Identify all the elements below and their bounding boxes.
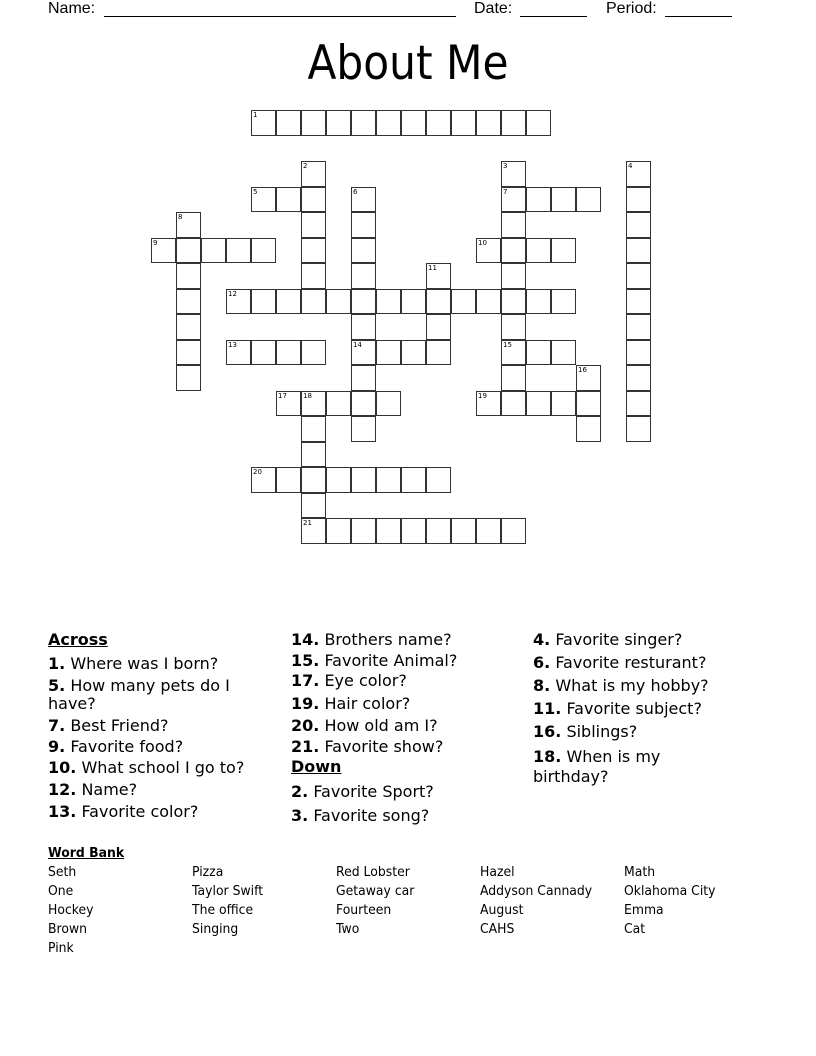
clue-text: How many pets do I xyxy=(70,676,230,695)
crossword-cell[interactable] xyxy=(301,161,326,187)
crossword-cell[interactable] xyxy=(351,518,376,544)
crossword-cell[interactable] xyxy=(351,416,376,442)
crossword-cell[interactable] xyxy=(501,289,526,315)
clue-item xyxy=(533,630,682,650)
clue-item xyxy=(291,671,407,691)
clue-item xyxy=(48,737,183,757)
clue-text: What is my hobby? xyxy=(555,676,709,695)
crossword-cell[interactable] xyxy=(526,238,551,264)
crossword-cell[interactable] xyxy=(451,110,476,136)
word-bank-item: Brown xyxy=(48,921,87,937)
crossword-cell[interactable] xyxy=(476,238,501,264)
word-bank-item: The office xyxy=(192,902,254,918)
crossword-cell[interactable] xyxy=(326,518,351,544)
word-bank-item: Oklahoma City xyxy=(624,883,716,899)
clue-number: 7 xyxy=(503,187,508,196)
clue-number: 20 xyxy=(253,468,262,476)
clue-number: 2. xyxy=(291,782,309,801)
crossword-cell[interactable] xyxy=(576,416,601,442)
crossword-cell[interactable] xyxy=(251,238,276,264)
crossword-cell[interactable] xyxy=(301,391,326,417)
clue-number: 18 xyxy=(303,391,312,400)
clue-number: 13 xyxy=(228,340,237,349)
crossword-cell[interactable] xyxy=(326,289,351,315)
crossword-cell[interactable] xyxy=(626,340,651,366)
crossword-cell[interactable] xyxy=(451,518,476,544)
period-field[interactable] xyxy=(665,16,732,17)
clue-text: Best Friend? xyxy=(70,716,169,735)
word-bank-item: Fourteen xyxy=(336,902,392,918)
clue-number: 3. xyxy=(291,806,309,825)
word-bank-item: Getaway car xyxy=(336,883,415,899)
crossword-cell[interactable] xyxy=(526,391,551,417)
crossword-cell[interactable] xyxy=(351,212,376,238)
crossword-cell[interactable] xyxy=(176,340,201,366)
clue-number: 12. xyxy=(48,780,77,799)
clue-number: 14 xyxy=(353,340,362,349)
clue-number: 3 xyxy=(503,162,508,170)
word-bank-item: Emma xyxy=(624,902,664,918)
crossword-cell[interactable] xyxy=(551,238,576,264)
crossword-cell[interactable] xyxy=(501,161,526,187)
crossword-cell[interactable] xyxy=(301,467,326,493)
crossword-cell[interactable] xyxy=(301,340,326,366)
clue-item xyxy=(48,676,230,696)
word-bank-item: Cat xyxy=(624,921,646,937)
period-label: Period: xyxy=(606,0,657,17)
clue-number: 4. xyxy=(533,630,551,649)
crossword-cell[interactable] xyxy=(176,314,201,340)
crossword-cell[interactable] xyxy=(626,263,651,289)
name-field[interactable] xyxy=(104,16,456,17)
clue-text: Where was I born? xyxy=(70,654,219,673)
clue-item xyxy=(48,694,96,714)
clue-number: 8. xyxy=(533,676,551,695)
crossword-cell[interactable] xyxy=(376,391,401,417)
crossword-cell[interactable] xyxy=(501,365,526,391)
clue-number: 6 xyxy=(353,187,358,196)
crossword-cell[interactable] xyxy=(176,365,201,391)
crossword-cell[interactable] xyxy=(351,263,376,289)
clue-text: When is my xyxy=(566,747,661,766)
crossword-cell[interactable] xyxy=(501,518,526,544)
clue-number: 13. xyxy=(48,802,77,821)
crossword-cell[interactable] xyxy=(501,212,526,238)
crossword-cell[interactable] xyxy=(626,212,651,238)
crossword-cell[interactable] xyxy=(426,110,451,136)
crossword-cell[interactable] xyxy=(176,289,201,315)
clue-text: Hair color? xyxy=(324,694,411,713)
clue-item xyxy=(48,802,198,822)
crossword-cell[interactable] xyxy=(626,161,651,187)
crossword-cell[interactable] xyxy=(251,467,276,493)
crossword-cell[interactable] xyxy=(376,518,401,544)
clue-number: 1 xyxy=(253,111,258,119)
clue-item xyxy=(533,747,660,767)
crossword-cell[interactable] xyxy=(251,187,276,213)
crossword-cell[interactable] xyxy=(501,110,526,136)
clue-item xyxy=(291,694,410,714)
crossword-cell[interactable] xyxy=(376,467,401,493)
clue-text: Favorite singer? xyxy=(555,630,683,649)
clue-number: 19 xyxy=(478,391,487,400)
word-bank-item: Pizza xyxy=(192,864,224,880)
clue-item xyxy=(48,758,244,778)
crossword-cell[interactable] xyxy=(351,467,376,493)
crossword-cell[interactable] xyxy=(626,365,651,391)
crossword-cell[interactable] xyxy=(501,238,526,264)
clue-text: Favorite color? xyxy=(81,802,199,821)
crossword-cell[interactable] xyxy=(501,314,526,340)
clue-number: 17. xyxy=(291,671,320,690)
crossword-cell[interactable] xyxy=(626,416,651,442)
crossword-cell[interactable] xyxy=(351,365,376,391)
crossword-cell[interactable] xyxy=(501,340,526,366)
clue-number: 1. xyxy=(48,654,66,673)
clue-number: 2 xyxy=(303,162,308,170)
crossword-cell[interactable] xyxy=(426,340,451,366)
crossword-cell[interactable] xyxy=(426,467,451,493)
clue-item xyxy=(48,654,218,674)
crossword-cell[interactable] xyxy=(201,238,226,264)
word-bank-item: Addyson Cannady xyxy=(480,883,593,899)
crossword-cell[interactable] xyxy=(426,289,451,315)
clue-number: 15 xyxy=(503,340,512,349)
clue-item xyxy=(291,630,452,650)
clue-number: 9 xyxy=(153,238,158,247)
clue-text: Brothers name? xyxy=(324,630,452,649)
clue-text: Favorite resturant? xyxy=(555,653,707,672)
clue-item xyxy=(48,780,137,800)
clue-text: Eye color? xyxy=(324,671,407,690)
crossword-cell[interactable] xyxy=(476,518,501,544)
crossword-cell[interactable] xyxy=(276,110,301,136)
clue-text: have? xyxy=(48,694,96,713)
crossword-cell[interactable] xyxy=(301,518,326,544)
clue-item xyxy=(533,699,702,719)
clue-item xyxy=(48,716,169,736)
crossword-cell[interactable] xyxy=(401,340,426,366)
clue-text: Name? xyxy=(81,780,138,799)
clue-item xyxy=(291,737,443,757)
crossword-cell[interactable] xyxy=(351,391,376,417)
crossword-cell[interactable] xyxy=(351,187,376,213)
crossword-cell[interactable] xyxy=(376,289,401,315)
crossword-cell[interactable] xyxy=(301,289,326,315)
crossword-cell[interactable] xyxy=(476,289,501,315)
crossword-cell[interactable] xyxy=(551,187,576,213)
crossword-cell[interactable] xyxy=(351,340,376,366)
clue-text: Favorite show? xyxy=(324,737,444,756)
crossword-cell[interactable] xyxy=(251,110,276,136)
clue-text: Favorite song? xyxy=(313,806,430,825)
clue-text: Siblings? xyxy=(566,722,638,741)
word-bank-item: Hockey xyxy=(48,902,94,918)
crossword-cell[interactable] xyxy=(526,187,551,213)
crossword-cell[interactable] xyxy=(326,391,351,417)
crossword-cell[interactable] xyxy=(301,442,326,468)
crossword-cell[interactable] xyxy=(301,416,326,442)
crossword-cell[interactable] xyxy=(401,110,426,136)
crossword-cell[interactable] xyxy=(526,340,551,366)
clue-number: 16 xyxy=(578,366,587,374)
crossword-cell[interactable] xyxy=(426,314,451,340)
clue-number: 14. xyxy=(291,630,320,649)
crossword-cell[interactable] xyxy=(301,263,326,289)
crossword-cell[interactable] xyxy=(426,518,451,544)
crossword-cell[interactable] xyxy=(401,467,426,493)
word-bank-heading: Word Bank xyxy=(48,845,125,861)
crossword-cell[interactable] xyxy=(151,238,176,264)
clue-item xyxy=(291,806,429,826)
clue-number: 21 xyxy=(303,519,312,527)
crossword-cell[interactable] xyxy=(626,314,651,340)
clue-text: Favorite food? xyxy=(70,737,184,756)
crossword-cell[interactable] xyxy=(401,518,426,544)
crossword-cell[interactable] xyxy=(376,340,401,366)
crossword-cell[interactable] xyxy=(276,467,301,493)
crossword-cell[interactable] xyxy=(301,493,326,519)
name-label: Name: xyxy=(48,0,96,17)
date-field[interactable] xyxy=(520,16,587,17)
crossword-cell[interactable] xyxy=(576,365,601,391)
crossword-cell[interactable] xyxy=(476,110,501,136)
crossword-cell[interactable] xyxy=(576,391,601,417)
clue-text: What school I go to? xyxy=(81,758,245,777)
clue-number: 10. xyxy=(48,758,77,777)
word-bank-item: Math xyxy=(624,864,656,880)
clue-item xyxy=(533,676,709,696)
crossword-cell[interactable] xyxy=(301,110,326,136)
crossword-cell[interactable] xyxy=(251,289,276,315)
word-bank-item: Hazel xyxy=(480,864,515,880)
clue-number: 11 xyxy=(428,264,437,272)
crossword-cell[interactable] xyxy=(176,263,201,289)
word-bank-item: Singing xyxy=(192,921,239,937)
clue-item xyxy=(291,651,457,671)
clue-heading: Across xyxy=(48,630,108,649)
clue-heading: Down xyxy=(291,757,342,776)
crossword-cell[interactable] xyxy=(226,289,251,315)
clue-number: 16. xyxy=(533,722,562,741)
clue-text: Favorite Sport? xyxy=(313,782,434,801)
crossword-cell[interactable] xyxy=(251,340,276,366)
clue-number: 19. xyxy=(291,694,320,713)
clue-text: Favorite Animal? xyxy=(324,651,458,670)
clue-number: 17 xyxy=(278,391,287,400)
crossword-cell[interactable] xyxy=(551,340,576,366)
clue-number: 11. xyxy=(533,699,562,718)
word-bank-item: Pink xyxy=(48,940,74,956)
clue-text: birthday? xyxy=(533,767,609,786)
clue-number: 5 xyxy=(253,187,258,196)
clue-number: 4 xyxy=(628,162,633,170)
word-bank-item: Seth xyxy=(48,864,77,880)
clue-number: 12 xyxy=(228,289,237,298)
crossword-cell[interactable] xyxy=(401,289,426,315)
crossword-cell[interactable] xyxy=(351,238,376,264)
crossword-cell[interactable] xyxy=(376,110,401,136)
clue-number: 8 xyxy=(178,213,183,221)
crossword-cell[interactable] xyxy=(501,187,526,213)
crossword-cell[interactable] xyxy=(326,110,351,136)
crossword-cell[interactable] xyxy=(526,110,551,136)
crossword-cell[interactable] xyxy=(226,340,251,366)
crossword-cell[interactable] xyxy=(276,391,301,417)
clue-number: 18. xyxy=(533,747,562,766)
crossword-cell[interactable] xyxy=(176,212,201,238)
crossword-cell[interactable] xyxy=(476,391,501,417)
word-bank-item: August xyxy=(480,902,524,918)
date-label: Date: xyxy=(474,0,513,17)
clue-number: 15. xyxy=(291,651,320,670)
crossword-cell[interactable] xyxy=(626,187,651,213)
word-bank-item: CAHS xyxy=(480,921,515,937)
crossword-cell[interactable] xyxy=(276,340,301,366)
clue-item xyxy=(533,767,609,787)
crossword-cell[interactable] xyxy=(351,314,376,340)
crossword-cell[interactable] xyxy=(426,263,451,289)
page-title: About Me xyxy=(307,36,509,91)
crossword-cell[interactable] xyxy=(501,263,526,289)
crossword-cell[interactable] xyxy=(551,391,576,417)
crossword-cell[interactable] xyxy=(576,187,601,213)
crossword-cell[interactable] xyxy=(276,289,301,315)
clue-number: 7. xyxy=(48,716,66,735)
clue-number: 9. xyxy=(48,737,66,756)
word-bank-item: One xyxy=(48,883,74,899)
crossword-cell[interactable] xyxy=(501,391,526,417)
word-bank-item: Two xyxy=(336,921,360,937)
crossword-cell[interactable] xyxy=(301,212,326,238)
clue-text: Favorite subject? xyxy=(566,699,702,718)
crossword-cell[interactable] xyxy=(326,467,351,493)
clue-item xyxy=(533,653,706,673)
crossword-cell[interactable] xyxy=(526,289,551,315)
word-bank-item: Taylor Swift xyxy=(192,883,264,899)
crossword-cell[interactable] xyxy=(626,391,651,417)
word-bank-item: Red Lobster xyxy=(336,864,410,880)
crossword-cell[interactable] xyxy=(451,289,476,315)
crossword-cell[interactable] xyxy=(551,289,576,315)
crossword-cell[interactable] xyxy=(276,187,301,213)
crossword-cell[interactable] xyxy=(626,289,651,315)
clue-number: 6. xyxy=(533,653,551,672)
crossword-cell[interactable] xyxy=(351,110,376,136)
clue-number: 10 xyxy=(478,238,487,247)
clue-number: 20. xyxy=(291,716,320,735)
crossword-cell[interactable] xyxy=(226,238,251,264)
clue-item xyxy=(291,782,434,802)
clue-text: How old am I? xyxy=(324,716,438,735)
crossword-cell[interactable] xyxy=(626,238,651,264)
crossword-cell[interactable] xyxy=(351,289,376,315)
crossword-cell[interactable] xyxy=(176,238,201,264)
clue-number: 21. xyxy=(291,737,320,756)
clue-number: 5. xyxy=(48,676,66,695)
crossword-cell[interactable] xyxy=(301,238,326,264)
clue-item xyxy=(533,722,637,742)
crossword-cell[interactable] xyxy=(301,187,326,213)
clue-item xyxy=(291,716,438,736)
